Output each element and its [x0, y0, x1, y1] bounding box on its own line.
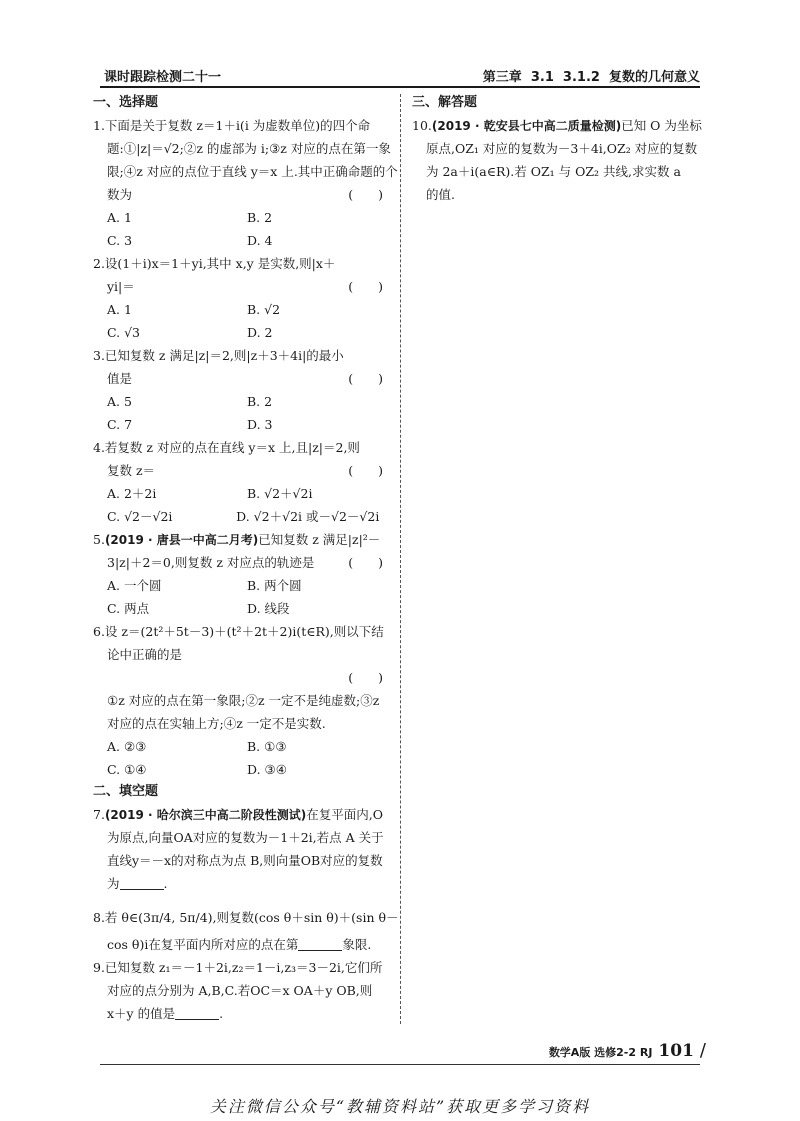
- q4-option-d: D. √2＋√2i 或－√2－√2i: [236, 509, 380, 524]
- q7-answer-blank[interactable]: [120, 876, 164, 890]
- q5-option-c: C. 两点: [107, 601, 150, 616]
- q5-option-b: B. 两个圆: [247, 578, 302, 593]
- q6-answer-paren: ( ): [348, 670, 383, 685]
- q1-line-1: 1.下面是关于复数 z＝1＋i(i 为虚数单位)的四个命: [93, 118, 371, 133]
- q3-option-b: B. 2: [247, 394, 273, 409]
- right-column: [412, 92, 712, 206]
- q8-end: 象限.: [342, 937, 372, 952]
- question-6: [93, 620, 393, 781]
- q3-answer-paren: ( ): [348, 371, 383, 386]
- section-answer-heading: 三、解答题: [412, 95, 478, 110]
- q6-option-a: A. ②③: [107, 739, 147, 754]
- book-label: 数学A版 选修2-2 RJ: [548, 1046, 653, 1059]
- q6-option-d: D. ③④: [247, 762, 287, 777]
- question-7: [93, 803, 393, 895]
- question-1: [93, 114, 398, 252]
- q4-option-b: B. √2＋√2i: [247, 486, 313, 501]
- q4-line-2: 复数 z＝: [107, 463, 156, 478]
- q5-option-a: A. 一个圆: [107, 578, 162, 593]
- q5-answer-paren: ( ): [348, 555, 383, 570]
- q3-line-1: 3.已知复数 z 满足|z|＝2,则|z＋3＋4i|的最小: [93, 348, 344, 363]
- question-3: [93, 344, 393, 436]
- q1-option-c: C. 3: [107, 233, 133, 248]
- q1-line-3: 限;④z 对应的点位于直线 y＝x 上.其中正确命题的个: [107, 164, 398, 179]
- page-number: 101: [658, 1041, 694, 1061]
- q6-line-3: ①z 对应的点在第一象限;②z 一定不是纯虚数;③z: [107, 693, 380, 708]
- q8-line-2: cos θ)i在复平面内所对应的点在第: [107, 937, 299, 952]
- q6-option-c: C. ①④: [107, 762, 147, 777]
- q8-line-1: 8.若 θ∈(3π/4, 5π/4),则复数(cos θ＋sin θ)＋(sin θ－: [93, 910, 399, 925]
- q6-line-4: 对应的点在实轴上方;④z 一定不是实数.: [107, 716, 326, 731]
- q9-end: .: [219, 1006, 224, 1021]
- q3-option-d: D. 3: [247, 417, 273, 432]
- q10-source-tag: (2019 · 乾安县七中高二质量检测): [431, 119, 622, 133]
- q3-option-c: C. 7: [107, 417, 133, 432]
- handwritten-note: 关注微信公众号“教辅资料站”获取更多学习资料: [209, 1097, 591, 1116]
- q2-option-b: B. √2: [247, 302, 281, 317]
- q3-option-a: A. 5: [107, 394, 132, 409]
- q6-line-1: 6.设 z＝(2t²＋5t－3)＋(t²＋2t＋2)i(t∈R),则以下结: [93, 624, 384, 639]
- q7-end: .: [163, 876, 168, 891]
- left-column: [93, 92, 399, 1025]
- question-2: [93, 252, 393, 344]
- q5-source-tag: (2019 · 唐县一中高二月考): [104, 533, 259, 547]
- question-5: [93, 528, 393, 620]
- q5-line-2: 3|z|＋2＝0,则复数 z 对应点的轨迹是: [107, 555, 315, 570]
- q2-option-a: A. 1: [107, 302, 132, 317]
- q5-number: 5.: [93, 532, 105, 547]
- question-10: [412, 114, 712, 206]
- q9-line-1: 9.已知复数 z₁＝－1＋2i,z₂＝1－i,z₃＝3－2i,它们所: [93, 960, 383, 975]
- chapter-heading: 第三章 3.1 3.1.2 复数的几何意义: [482, 70, 700, 85]
- question-9: [93, 956, 393, 1025]
- q10-number: 10.: [412, 118, 432, 133]
- q10-line-4: 的值.: [426, 187, 455, 202]
- q4-answer-paren: ( ): [348, 463, 383, 478]
- page-footer: [549, 1040, 706, 1061]
- q1-line-2: 题:①|z|＝√2;②z 的虚部为 i;③z 对应的点在第一象: [107, 141, 391, 156]
- q1-option-d: D. 4: [247, 233, 273, 248]
- q7-line-4: 为: [107, 876, 120, 891]
- q1-option-a: A. 1: [107, 210, 132, 225]
- q8-answer-blank[interactable]: [298, 937, 342, 951]
- q4-option-c: C. √2－√2i: [107, 509, 173, 524]
- q2-option-d: D. 2: [247, 325, 273, 340]
- q4-option-a: A. 2＋2i: [107, 486, 157, 501]
- section-fill-heading: 二、填空题: [93, 784, 159, 799]
- q7-line-3: 直线y＝－x的对称点为点 B,则向量OB对应的复数: [107, 853, 383, 868]
- q7-line-2: 为原点,向量OA对应的复数为－1＋2i,若点 A 关于: [107, 830, 384, 845]
- q7-line-1: 在复平面内,O: [306, 807, 383, 822]
- q9-line-3: x＋y 的值是: [107, 1006, 176, 1021]
- q2-answer-paren: ( ): [348, 279, 383, 294]
- section-choice-heading: 一、选择题: [93, 95, 159, 110]
- question-4: [93, 436, 393, 528]
- q5-option-d: D. 线段: [247, 601, 290, 616]
- q7-source-tag: (2019 · 哈尔滨三中高二阶段性测试): [104, 808, 307, 822]
- q2-line-1: 2.设(1＋i)x＝1＋yi,其中 x,y 是实数,则|x＋: [93, 256, 336, 271]
- question-8: [93, 903, 399, 956]
- q1-answer-paren: ( ): [348, 187, 383, 202]
- q6-line-2: 论中正确的是: [107, 647, 183, 662]
- q7-number: 7.: [93, 807, 105, 822]
- q3-line-2: 值是: [107, 371, 133, 386]
- worksheet-title: 课时跟踪检测二十一: [104, 70, 222, 85]
- header-rule: [100, 86, 700, 88]
- q5-line-1: 已知复数 z 满足|z|²－: [258, 532, 381, 547]
- q2-option-c: C. √3: [107, 325, 140, 340]
- q10-line-3: 为 2a＋i(a∈R).若 OZ₁ 与 OZ₂ 共线,求实数 a: [426, 164, 681, 179]
- q10-line-2: 原点,OZ₁ 对应的复数为－3＋4i,OZ₂ 对应的复数: [426, 141, 698, 156]
- q2-line-2: yi|＝: [107, 279, 135, 294]
- q10-line-1: 已知 O 为坐标: [621, 118, 702, 133]
- q9-line-2: 对应的点分别为 A,B,C.若OC＝x OA＋y OB,则: [107, 983, 373, 998]
- column-divider: [400, 94, 401, 1024]
- page-slash: /: [699, 1040, 706, 1061]
- q9-answer-blank[interactable]: [175, 1006, 219, 1020]
- q6-option-b: B. ①③: [247, 739, 287, 754]
- footer-rule: [100, 1064, 700, 1065]
- q1-line-4: 数为: [107, 187, 133, 202]
- q1-option-b: B. 2: [247, 210, 273, 225]
- q4-line-1: 4.若复数 z 对应的点在直线 y＝x 上,且|z|＝2,则: [93, 440, 360, 455]
